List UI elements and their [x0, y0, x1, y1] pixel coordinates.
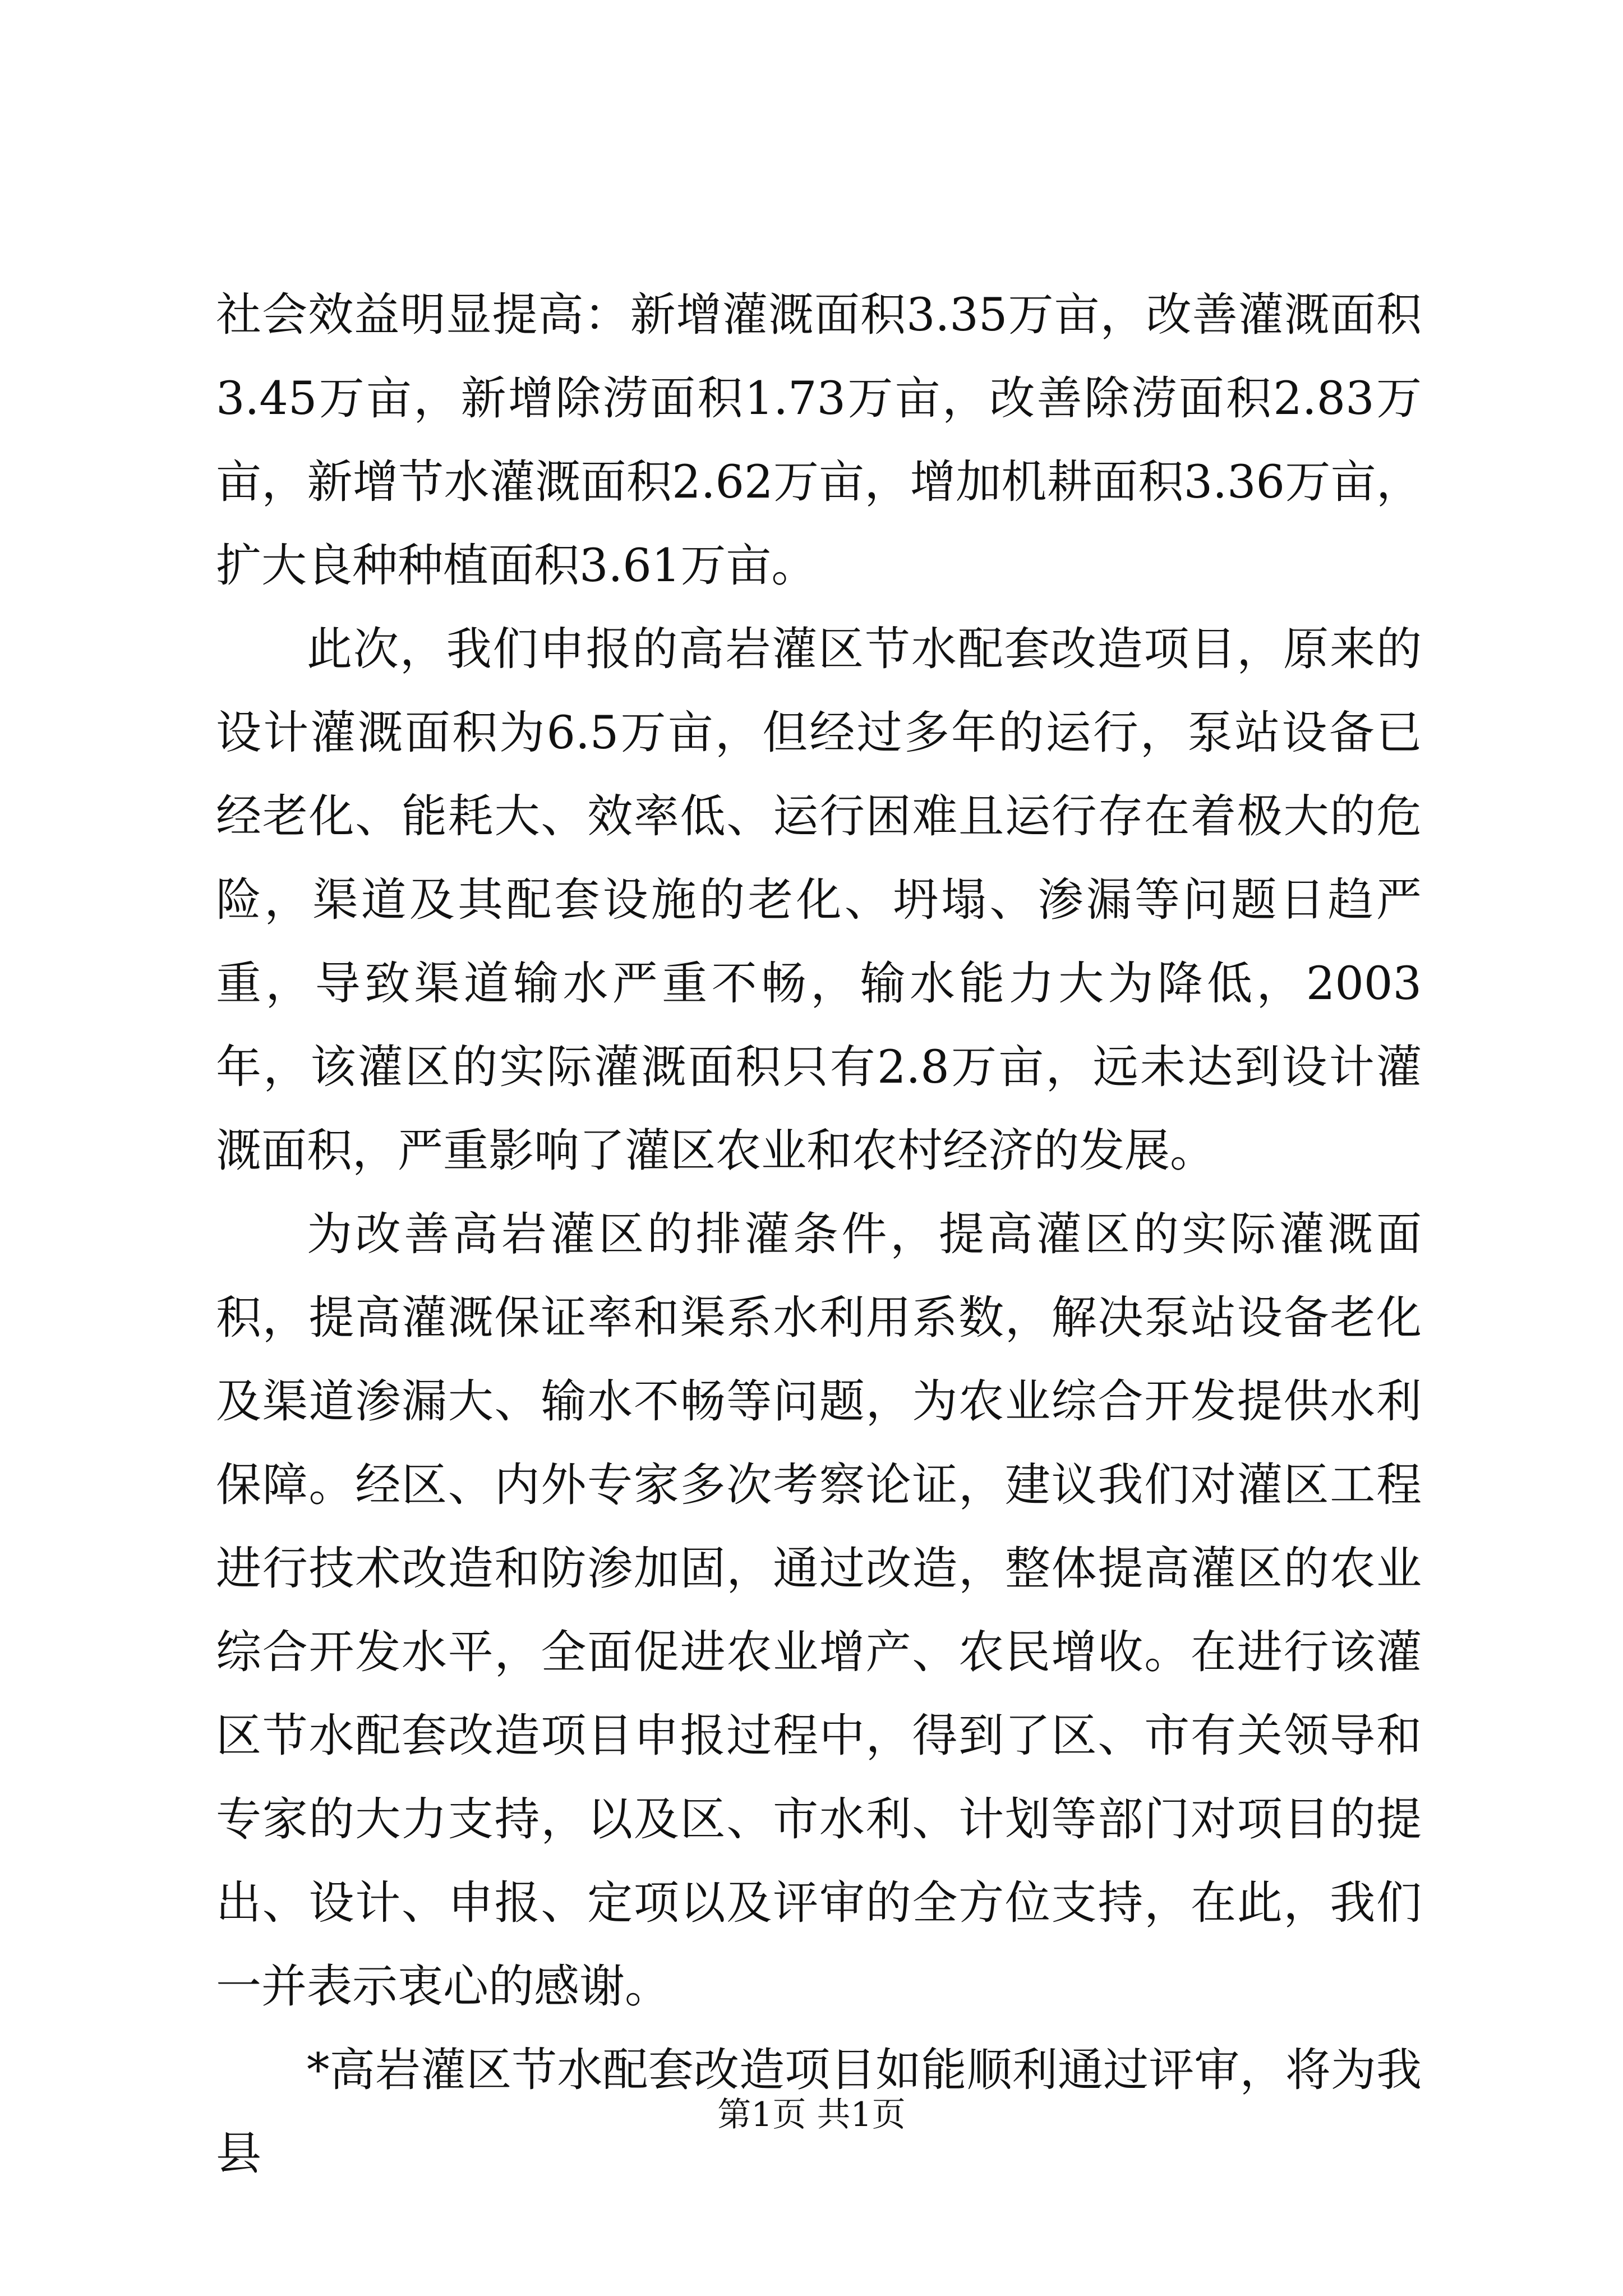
paragraph-project-purpose: 为改善高岩灌区的排灌条件，提高灌区的实际灌溉面积，提高灌溉保证率和渠系水利用系数，解决泵站设备老化及渠道渗漏大、输水不畅等问题，为农业综合开发提供水利保障。经区、内外专家多次考察论证，建议我们对灌区工程进行技术改造和防渗加固，通过改造，整体提高灌区的农业综合开发水平，全面促进农业增产、农民增收。在进行该灌区节水配套改造项目申报过程中，得到了区、市有关领导和专家的大力支持，以及区、市水利、计划等部门对项目的提出、设计、申报、定项以及评审的全方位支持，在此，我们一并表示衷心的感谢。: [216, 1208, 1422, 2013]
page-number-footer: 第1页 共1页: [717, 2095, 906, 2134]
paragraph-project-background: 此次，我们申报的高岩灌区节水配套改造项目，原来的设计灌溉面积为6.5万亩，但经过多年的运行，泵站设备已经老化、能耗大、效率低、运行困难且运行存在着极大的危险，渠道及其配套设施的老化、坍塌、渗漏等问题日趋严重，导致渠道输水严重不畅，输水能力大为降低，2003年，该灌区的实际灌溉面积只有2.8万亩，远未达到设计灌溉面积，严重影响了灌区农业和农村经济的发展。: [216, 623, 1422, 1177]
paragraph-social-benefits: 社会效益明显提高：新增灌溉面积3.35万亩，改善灌溉面积3.45万亩，新增除涝面积1.73万亩，改善除涝面积2.83万亩，新增节水灌溉面积2.62万亩，增加机耕面积3.36万亩，扩大良种种植面积3.61万亩。: [216, 289, 1422, 592]
document-body: [216, 274, 1422, 2196]
paragraph-project-outlook: *高岩灌区节水配套改造项目如能顺利通过评审，将为我县: [216, 2044, 1422, 2180]
